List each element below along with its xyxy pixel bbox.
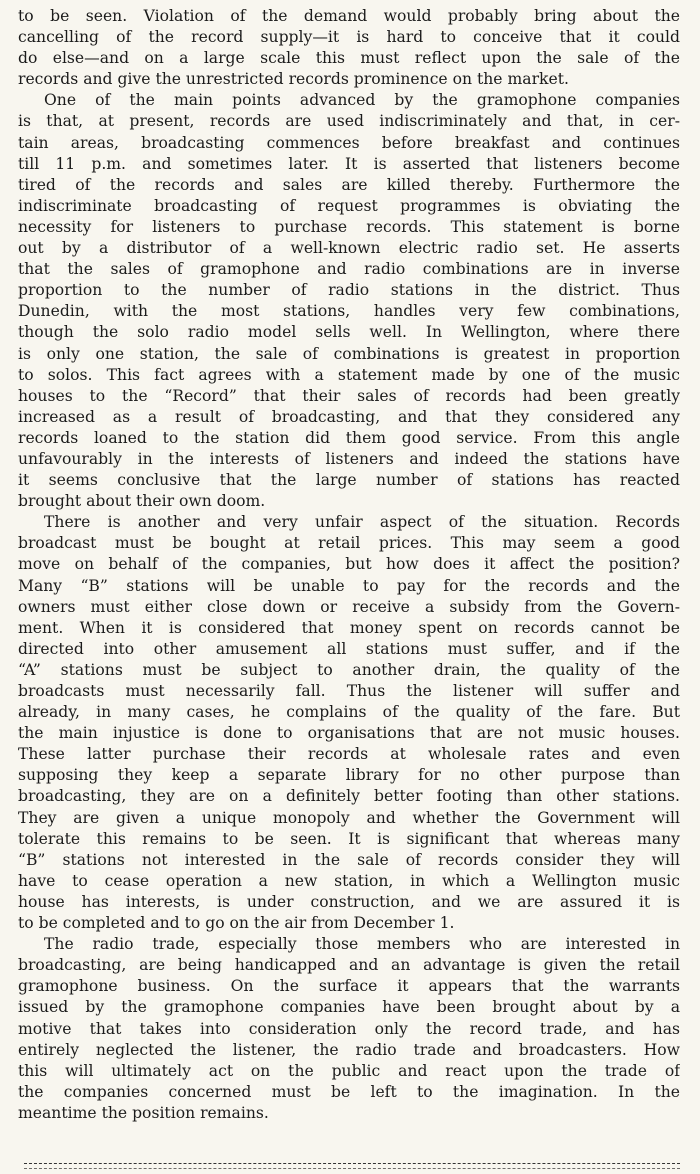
text-line: is only one station, the sale of combinations is greatest in proportion bbox=[18, 344, 680, 363]
text-line: tolerate this remains to be seen. It is significant that whereas many bbox=[18, 829, 680, 848]
text-line: indiscriminate broadcasting of request programmes is obviating the bbox=[18, 196, 680, 215]
text-line: meantime the position remains. bbox=[18, 1103, 269, 1122]
text-line: necessity for listeners to purchase records. This statement is borne bbox=[18, 217, 680, 236]
text-line: that the sales of gramophone and radio combinations are in inverse bbox=[18, 260, 680, 279]
text-line: the companies concerned must be left to the imagination. In the bbox=[18, 1082, 680, 1101]
text-line: records and give the unrestricted records prominence on the market. bbox=[18, 70, 569, 89]
text-line: gramophone business. On the surface it appears that the warrants bbox=[18, 977, 680, 996]
bottom-rule bbox=[24, 1163, 680, 1164]
text-line: do else—and on a large scale this must reflect upon the sale of the bbox=[18, 49, 680, 68]
text-line: broadcasting, they are on a definitely better footing than other stations. bbox=[18, 787, 680, 806]
text-line: There is another and very unfair aspect of the situation. Records bbox=[44, 513, 680, 532]
text-line: brought about their own doom. bbox=[18, 492, 266, 511]
text-line: motive that takes into consideration only the record trade, and has bbox=[18, 1019, 680, 1038]
text-line: One of the main points advanced by the gramophone companies bbox=[44, 91, 680, 110]
text-line: issued by the gramophone companies have been brought about by a bbox=[18, 998, 680, 1017]
text-line: “B” stations not interested in the sale of records consider they will bbox=[18, 850, 680, 869]
text-line: broadcasting, are being handicapped and an advantage is given the retail bbox=[18, 956, 680, 975]
text-line: supposing they keep a separate library for no other purpose than bbox=[18, 766, 680, 785]
text-line: move on behalf of the companies, but how does it affect the position? bbox=[18, 555, 680, 574]
paragraph bbox=[18, 512, 680, 934]
text-line: broadcasts must necessarily fall. Thus the listener will suffer and bbox=[18, 682, 680, 700]
text-line: ment. When it is considered that money spent on records cannot be bbox=[18, 618, 680, 637]
text-line: They are given a unique monopoly and whether the Government will bbox=[18, 808, 680, 827]
paragraph bbox=[18, 90, 680, 512]
text-line: entirely neglected the listener, the radio trade and broadcasters. How bbox=[18, 1040, 680, 1059]
text-line: tired of the records and sales are killed thereby. Furthermore the bbox=[18, 175, 680, 194]
text-line: is that, at present, records are used indiscriminately and that, in cer- bbox=[18, 112, 680, 131]
text-line: “A” stations must be subject to another drain, the quality of the bbox=[18, 660, 680, 679]
text-line: The radio trade, especially those members who are interested in bbox=[44, 935, 680, 954]
text-line: proportion to the number of radio stations in the district. Thus bbox=[18, 281, 680, 300]
text-line: house has interests, is under construction, and we are assured it is bbox=[18, 892, 680, 911]
text-line: out by a distributor of a well-known electric radio set. He asserts bbox=[18, 239, 680, 258]
text-line: Dunedin, with the most stations, handles very few combinations, bbox=[18, 302, 680, 321]
text-line: broadcast must be bought at retail prices. This may seem a good bbox=[18, 534, 680, 553]
text-line: it seems conclusive that the large number of stations has reacted bbox=[18, 471, 680, 490]
text-line: unfavourably in the interests of listeners and indeed the stations have bbox=[18, 449, 680, 468]
article-body bbox=[18, 6, 680, 1124]
text-line: cancelling of the record supply—it is hard to conceive that it could bbox=[18, 28, 680, 47]
text-line: records loaned to the station did them good service. From this angle bbox=[18, 428, 680, 447]
paragraph bbox=[18, 6, 680, 90]
text-line: to be completed and to go on the air from December 1. bbox=[18, 914, 455, 933]
text-line: the main injustice is done to organisations that are not music houses. bbox=[18, 724, 680, 743]
text-line: to solos. This fact agrees with a statement made by one of the music bbox=[18, 365, 680, 384]
text-line: increased as a result of broadcasting, and that they considered any bbox=[18, 407, 680, 426]
text-line: have to cease operation a new station, in which a Wellington music bbox=[18, 871, 680, 890]
text-line: already, in many cases, he complains of the quality of the fare. But bbox=[18, 703, 680, 722]
bottom-rule-double bbox=[24, 1168, 680, 1169]
text-line: this will ultimately act on the public and react upon the trade of bbox=[18, 1061, 680, 1080]
text-line: owners must either close down or receive a subsidy from the Govern- bbox=[18, 597, 680, 616]
text-line: to be seen. Violation of the demand would probably bring about the bbox=[18, 7, 680, 25]
text-line: though the solo radio model sells well. In Wellington, where there bbox=[18, 323, 680, 342]
text-line: directed into other amusement all stations must suffer, and if the bbox=[18, 639, 680, 658]
text-line: These latter purchase their records at wholesale rates and even bbox=[18, 745, 680, 764]
paragraph bbox=[18, 934, 680, 1124]
text-line: houses to the “Record” that their sales of records had been greatly bbox=[18, 386, 680, 405]
text-line: tain areas, broadcasting commences before breakfast and continues bbox=[18, 133, 680, 152]
text-line: Many “B” stations will be unable to pay for the records and the bbox=[18, 576, 680, 595]
text-line: till 11 p.m. and sometimes later. It is asserted that listeners become bbox=[18, 154, 680, 173]
